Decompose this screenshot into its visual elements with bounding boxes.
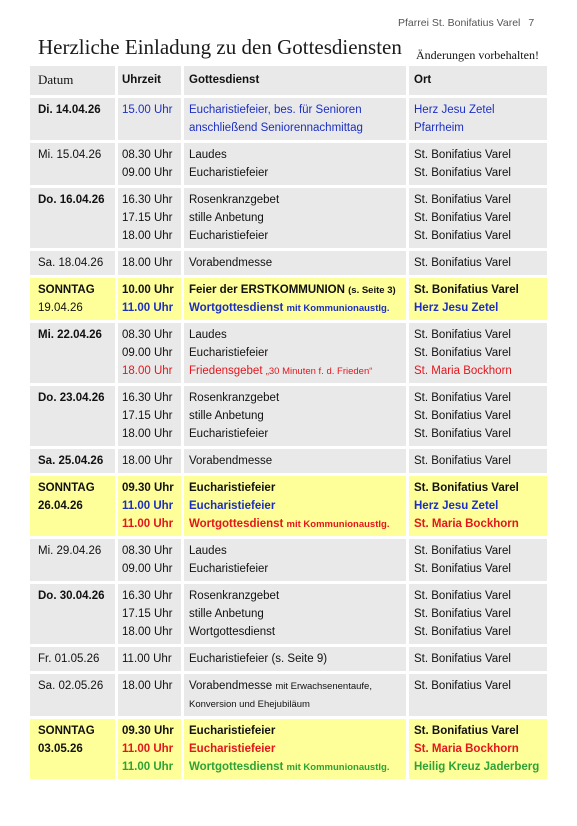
service-row (30, 449, 547, 473)
service-title: Eucharistiefeier (189, 500, 276, 512)
service-time: 11.00 Uhr (122, 302, 174, 314)
service-line (189, 722, 404, 740)
service-note: mit Kommunionaustlg. (286, 303, 390, 314)
date-cell (30, 584, 115, 644)
service-line (189, 497, 404, 515)
service-note: (s. Seite 3) (348, 285, 396, 296)
service-row (30, 584, 547, 644)
service-row (30, 143, 547, 185)
service-time: 17.15 Uhr (122, 410, 173, 422)
service-place: St. Bonifatius Varel (414, 608, 511, 620)
service-title: Eucharistiefeier (189, 230, 269, 242)
date-cell (30, 719, 115, 779)
date-cell (30, 323, 115, 383)
service-line (189, 452, 404, 470)
service-cell (184, 143, 406, 185)
service-line (189, 326, 404, 344)
service-cell (184, 323, 406, 383)
service-place: St. Bonifatius Varel (414, 410, 511, 422)
service-title: Rosenkranzgebet (189, 194, 280, 206)
service-place: St. Bonifatius Varel (414, 347, 511, 359)
date-cell (30, 251, 115, 275)
service-place: St. Bonifatius Varel (414, 230, 511, 242)
service-date: Mi. 22.04.26 (38, 329, 102, 341)
service-cell (184, 539, 406, 581)
place-cell (409, 647, 547, 671)
service-time: 18.00 Uhr (122, 428, 173, 440)
service-line (189, 362, 404, 380)
service-line (189, 281, 404, 299)
service-row (30, 251, 547, 275)
service-place: St. Bonifatius Varel (414, 257, 511, 269)
service-time: 16.30 Uhr (122, 194, 173, 206)
service-row (30, 188, 547, 248)
service-line (189, 542, 404, 560)
sunday-service-row (30, 719, 547, 779)
place-cell (409, 674, 547, 716)
date-cell (30, 188, 115, 248)
service-title: Vorabendmesse (189, 455, 273, 467)
service-title: stille Anbetung (189, 212, 264, 224)
service-line (189, 227, 404, 245)
service-date: Do. 30.04.26 (38, 590, 105, 602)
place-cell (409, 143, 547, 185)
sunday-service-row (30, 476, 547, 536)
service-title: Eucharistiefeier (189, 347, 269, 359)
time-cell (118, 674, 181, 716)
service-title: Eucharistiefeier (189, 167, 269, 179)
service-place: St. Bonifatius Varel (414, 194, 511, 206)
service-title: Laudes (189, 545, 227, 557)
running-header (398, 16, 534, 30)
service-date: 03.05.26 (38, 743, 83, 755)
service-time: 09.30 Uhr (122, 725, 174, 737)
service-title: Vorabendmesse (189, 680, 273, 692)
service-note: mit Erwachsenentaufe, (275, 681, 372, 692)
sunday-label: SONNTAG (38, 284, 95, 296)
time-cell (118, 476, 181, 536)
schedule-body (30, 98, 547, 779)
service-cell (184, 449, 406, 473)
service-time: 09.30 Uhr (122, 482, 174, 494)
service-time: 08.30 Uhr (122, 329, 173, 341)
service-schedule-table (30, 66, 547, 782)
service-date: Mi. 29.04.26 (38, 545, 102, 557)
service-cell (184, 674, 406, 716)
date-cell (30, 98, 115, 140)
service-line (189, 164, 404, 182)
service-note: Konversion und Ehejubiläum (189, 699, 310, 710)
service-line (189, 254, 404, 272)
service-cell (184, 251, 406, 275)
service-date: Do. 23.04.26 (38, 392, 105, 404)
service-line (189, 191, 404, 209)
service-time: 18.00 Uhr (122, 626, 173, 638)
service-note: mit Kommunionaustlg. (286, 762, 390, 773)
service-place: St. Bonifatius Varel (414, 284, 519, 296)
service-row (30, 674, 547, 716)
service-title: Wortgottesdienst (189, 626, 276, 638)
place-cell (409, 539, 547, 581)
service-place: St. Bonifatius Varel (414, 626, 511, 638)
column-header-date: Datum (30, 66, 115, 95)
service-time: 10.00 Uhr (122, 284, 174, 296)
service-place: St. Bonifatius Varel (414, 590, 511, 602)
service-date: Di. 14.04.26 (38, 104, 101, 116)
sunday-service-row (30, 278, 547, 320)
service-line (189, 623, 404, 641)
sunday-label: SONNTAG (38, 725, 95, 737)
service-time: 18.00 Uhr (122, 455, 173, 467)
service-line (189, 209, 404, 227)
service-place: St. Maria Bockhorn (414, 365, 512, 377)
place-cell (409, 584, 547, 644)
column-header-service: Gottesdienst (184, 66, 406, 95)
service-line (189, 479, 404, 497)
service-date: 19.04.26 (38, 302, 83, 314)
service-title: Eucharistiefeier (189, 428, 269, 440)
service-line (189, 758, 404, 776)
service-place: St. Bonifatius Varel (414, 212, 511, 224)
service-cell (184, 647, 406, 671)
service-line (189, 101, 404, 119)
service-cell (184, 278, 406, 320)
service-cell (184, 98, 406, 140)
service-place: St. Bonifatius Varel (414, 392, 511, 404)
service-title: Feier der ERSTKOMMUNION (189, 284, 345, 296)
service-place: St. Bonifatius Varel (414, 167, 511, 179)
service-place: St. Bonifatius Varel (414, 545, 511, 557)
service-cell (184, 188, 406, 248)
service-place: St. Bonifatius Varel (414, 482, 519, 494)
service-row (30, 539, 547, 581)
parish-name: Pfarrei St. Bonifatius Varel (398, 17, 521, 29)
time-cell (118, 539, 181, 581)
place-cell (409, 98, 547, 140)
service-date: Mi. 15.04.26 (38, 149, 102, 161)
service-place: St. Bonifatius Varel (414, 725, 519, 737)
time-cell (118, 647, 181, 671)
service-line (189, 146, 404, 164)
service-line (189, 119, 404, 137)
service-cell (184, 584, 406, 644)
service-title: Laudes (189, 149, 227, 161)
time-cell (118, 278, 181, 320)
place-cell (409, 476, 547, 536)
service-title: Wortgottesdienst (189, 518, 284, 530)
service-line (189, 695, 404, 713)
service-date: 26.04.26 (38, 500, 83, 512)
service-title: Wortgottesdienst (189, 302, 284, 314)
service-place (414, 695, 547, 713)
service-title: Wortgottesdienst (189, 761, 284, 773)
service-place: St. Bonifatius Varel (414, 455, 511, 467)
service-title: Eucharistiefeier (189, 482, 276, 494)
service-place: St. Bonifatius Varel (414, 149, 511, 161)
service-line (189, 299, 404, 317)
service-time: 17.15 Uhr (122, 608, 173, 620)
place-cell (409, 386, 547, 446)
place-cell (409, 251, 547, 275)
page-number: 7 (528, 17, 535, 29)
service-date: Sa. 02.05.26 (38, 680, 104, 692)
service-note: „30 Minuten f. d. Frieden“ (265, 366, 373, 377)
service-line (189, 560, 404, 578)
service-time: 11.00 Uhr (122, 743, 174, 755)
service-time: 11.00 Uhr (122, 761, 174, 773)
service-line (189, 407, 404, 425)
time-cell (118, 449, 181, 473)
service-line (189, 605, 404, 623)
service-title: Laudes (189, 329, 227, 341)
time-cell (118, 251, 181, 275)
service-time: 11.00 Uhr (122, 518, 174, 530)
table-header-row (30, 66, 547, 95)
service-line (189, 425, 404, 443)
service-time: 08.30 Uhr (122, 149, 173, 161)
service-time: 08.30 Uhr (122, 545, 173, 557)
service-row (30, 323, 547, 383)
date-cell (30, 143, 115, 185)
service-time (122, 695, 179, 713)
place-cell (409, 449, 547, 473)
service-title: Friedensgebet (189, 365, 263, 377)
service-date: Sa. 25.04.26 (38, 455, 104, 467)
date-cell (30, 674, 115, 716)
service-title: stille Anbetung (189, 608, 264, 620)
service-line (189, 740, 404, 758)
service-line (189, 677, 404, 695)
service-time: 18.00 Uhr (122, 257, 173, 269)
service-place: St. Bonifatius Varel (414, 329, 511, 341)
service-place: St. Maria Bockhorn (414, 518, 519, 530)
service-place: Heilig Kreuz Jaderberg (414, 761, 540, 773)
service-time: 09.00 Uhr (122, 563, 173, 575)
column-header-place: Ort (409, 66, 547, 95)
column-header-time: Uhrzeit (118, 66, 181, 95)
service-title: stille Anbetung (189, 410, 264, 422)
service-line (189, 587, 404, 605)
service-time: 18.00 Uhr (122, 680, 173, 692)
service-time: 18.00 Uhr (122, 365, 173, 377)
service-title: Eucharistiefeier (s. Seite 9) (189, 653, 328, 665)
service-title: Eucharistiefeier (189, 743, 276, 755)
page-title: Herzliche Einladung zu den Gottesdiensten (38, 35, 402, 59)
service-title: anschließend Seniorennachmittag (189, 122, 363, 134)
time-cell (118, 323, 181, 383)
service-title: Vorabendmesse (189, 257, 273, 269)
place-cell (409, 719, 547, 779)
service-title: Rosenkranzgebet (189, 392, 280, 404)
service-title: Eucharistiefeier (189, 725, 276, 737)
time-cell (118, 188, 181, 248)
time-cell (118, 98, 181, 140)
time-cell (118, 386, 181, 446)
service-place: Herz Jesu Zetel (414, 500, 499, 512)
date-cell (30, 449, 115, 473)
service-line (189, 389, 404, 407)
service-place: St. Bonifatius Varel (414, 428, 511, 440)
place-cell (409, 278, 547, 320)
service-time: 09.00 Uhr (122, 167, 173, 179)
service-time: 18.00 Uhr (122, 230, 173, 242)
service-cell (184, 476, 406, 536)
service-place: St. Bonifatius Varel (414, 653, 511, 665)
service-date: Sa. 18.04.26 (38, 257, 104, 269)
date-cell (30, 278, 115, 320)
service-title: Eucharistiefeier, bes. für Senioren (189, 104, 362, 116)
service-time: 17.15 Uhr (122, 212, 173, 224)
service-date: Fr. 01.05.26 (38, 653, 100, 665)
service-title: Rosenkranzgebet (189, 590, 280, 602)
service-title: Eucharistiefeier (189, 563, 269, 575)
service-place: St. Bonifatius Varel (414, 680, 511, 692)
service-place: Pfarrheim (414, 122, 464, 134)
service-time: 09.00 Uhr (122, 347, 173, 359)
service-cell (184, 719, 406, 779)
service-line (189, 650, 404, 668)
service-row (30, 386, 547, 446)
sunday-label: SONNTAG (38, 482, 95, 494)
service-place: St. Maria Bockhorn (414, 743, 519, 755)
service-note: mit Kommunionaustlg. (286, 519, 390, 530)
date-cell (30, 386, 115, 446)
service-row (30, 98, 547, 140)
service-time: 11.00 Uhr (122, 653, 172, 665)
service-date: Do. 16.04.26 (38, 194, 105, 206)
service-row (30, 647, 547, 671)
time-cell (118, 143, 181, 185)
service-time: 16.30 Uhr (122, 392, 173, 404)
service-time: 15.00 Uhr (122, 104, 173, 116)
service-place: Herz Jesu Zetel (414, 104, 495, 116)
date-cell (30, 539, 115, 581)
place-cell (409, 188, 547, 248)
date-cell (30, 647, 115, 671)
service-time: 11.00 Uhr (122, 500, 174, 512)
time-cell (118, 584, 181, 644)
place-cell (409, 323, 547, 383)
service-place: St. Bonifatius Varel (414, 563, 511, 575)
service-time (122, 119, 179, 137)
date-cell (30, 476, 115, 536)
service-cell (184, 386, 406, 446)
changes-notice: Änderungen vorbehalten! (416, 48, 539, 62)
service-time: 16.30 Uhr (122, 590, 173, 602)
time-cell (118, 719, 181, 779)
service-line (189, 344, 404, 362)
service-place: Herz Jesu Zetel (414, 302, 499, 314)
service-line (189, 515, 404, 533)
